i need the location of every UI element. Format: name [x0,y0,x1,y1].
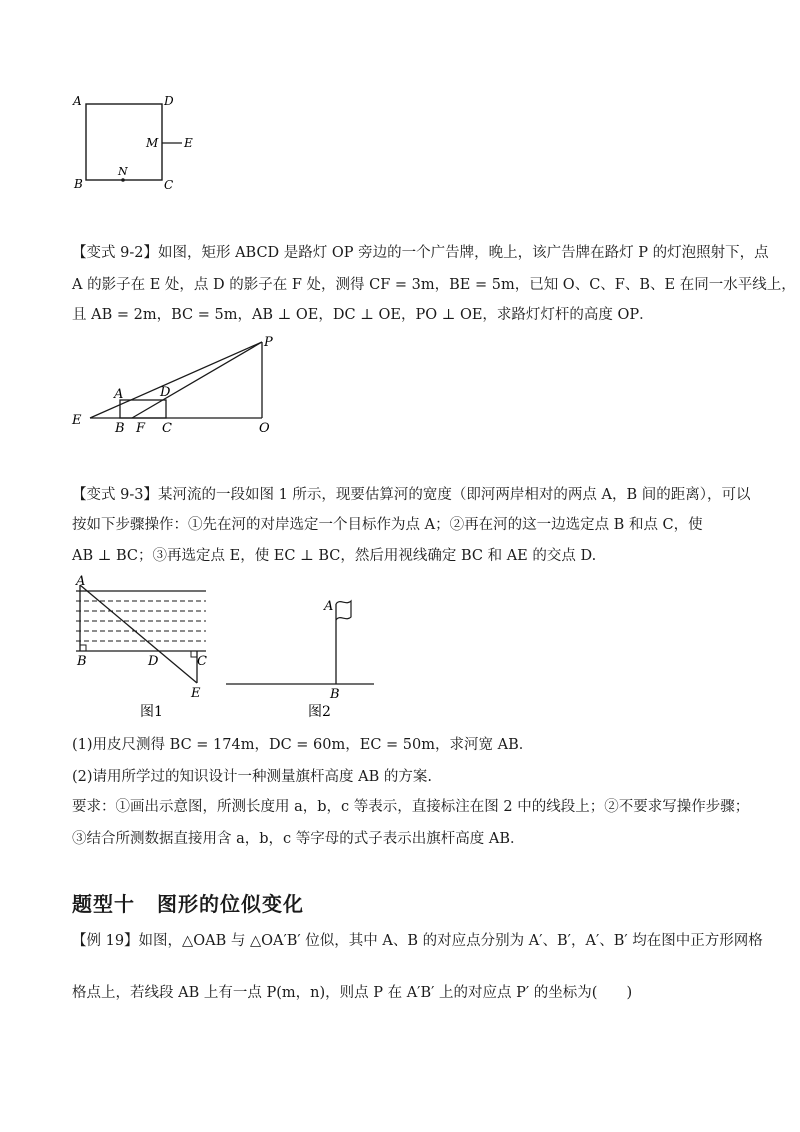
fig3-label-c: C [197,654,207,669]
fig2-label-b: B [115,421,125,436]
fig1-label-m: M [146,136,159,150]
fig3-caption-left: 图1 [140,704,163,720]
fig2-label-d: D [160,385,171,400]
fig1-label-e: E [184,136,193,150]
var93-line2: 按如下步骤操作：①先在河的对岸选定一个目标作为点 A；②再在河的这一边选定点 B 和点 C，使 [72,517,703,533]
example19-line2: 格点上，若线段 AB 上有一点 P(m，n)，则点 P 在 A′B′ 上的对应点 P′ 的坐标为( ) [72,985,633,1001]
var92-line1: 【变式 9-2】如图，矩形 ABCD 是路灯 OP 旁边的一个广告牌，晚上，该广告牌在路灯 P 的灯泡照射下，点 [72,245,769,261]
fig2-label-o: O [259,421,270,436]
section-number: 题型十 [72,892,135,916]
question-1: (1)用皮尺测得 BC = 174m，DC = 60m，EC = 50m，求河宽 AB． [72,737,534,753]
fig2-label-a: A [114,387,124,402]
section-heading [72,888,304,917]
fig1-label-n: N [118,165,128,178]
question-2: (2)请用所学过的知识设计一种测量旗杆高度 AB 的方案. [72,769,432,785]
fig3-caption-right: 图2 [308,704,331,720]
fig2-label-p: P [264,335,273,350]
fig2-label-f: F [136,421,146,436]
fig3-right-label-b: B [330,687,340,702]
fig2-label-c: C [162,421,172,436]
fig3-right-label-a: A [324,599,334,614]
fig3-label-d: D [148,654,159,669]
fig3-label-a: A [76,575,86,589]
streetlamp-figure [70,332,290,437]
var93-line3: AB ⊥ BC；③再选定点 E，使 EC ⊥ BC，然后用视线确定 BC 和 AE 的交点 D. [72,548,597,564]
requirement-line1: 要求：①画出示意图，所测长度用 a，b，c 等表示，直接标注在图 2 中的线段上；②不要求写操作步骤； [72,799,750,815]
flagpole-figure [220,590,390,720]
square-figure [70,92,210,192]
fig1-label-b: B [74,177,83,191]
var92-line2: A 的影子在 E 处，点 D 的影子在 F 处，测得 CF = 3m，BE = 5m，已知 O、C、F、B、E 在同一水平线上， [72,277,796,293]
example19-line1: 【例 19】如图，△OAB 与 △OA′B′ 位似，其中 A、B 的对应点分别为 A′、B′，A′、B′ 均在图中正方形网格 [72,933,763,949]
fig2-label-e: E [72,413,82,428]
fig3-label-e: E [191,686,201,701]
section-title: 图形的位似变化 [157,892,304,916]
requirement-line2: ③结合所测数据直接用含 a，b，c 等字母的式子表示出旗杆高度 AB． [72,831,525,847]
fig3-label-b: B [77,654,87,669]
var93-line1: 【变式 9-3】某河流的一段如图 1 所示，现要估算河的宽度（即河两岸相对的两点 A，B 间的距离），可以 [72,487,751,503]
river-figure [70,575,220,725]
var92-line3: 且 AB = 2m，BC = 5m，AB ⊥ OE，DC ⊥ OE，PO ⊥ OE，求路灯灯杆的高度 OP． [72,307,654,323]
fig1-label-c: C [164,178,174,192]
fig1-label-a: A [73,94,82,108]
fig1-label-d: D [164,94,174,108]
